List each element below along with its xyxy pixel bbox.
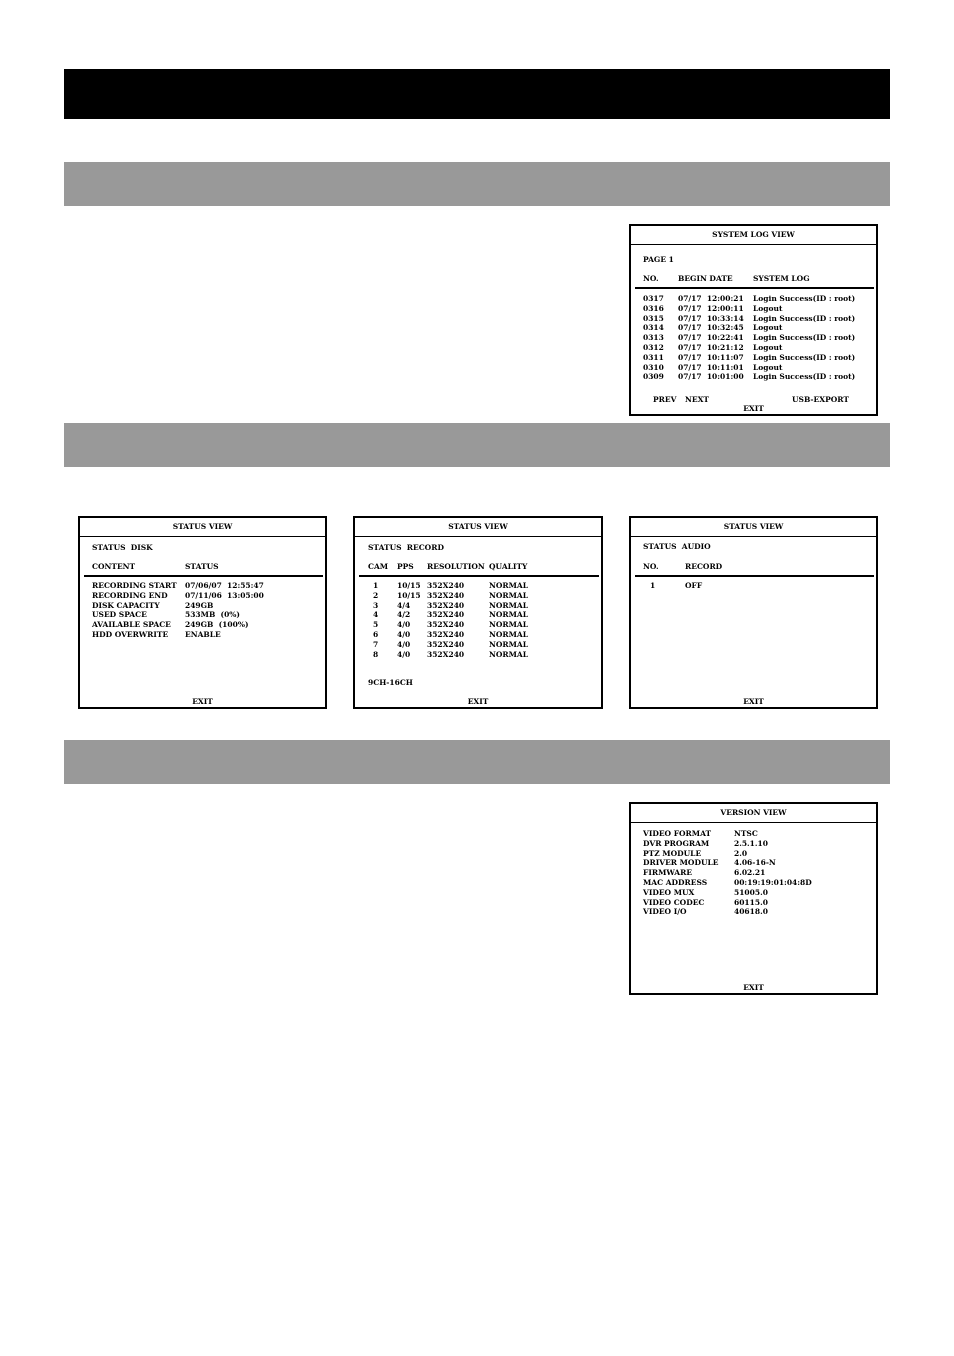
header-divider xyxy=(635,287,874,289)
status-audio-subtitle: STATUS AUDIO xyxy=(643,542,711,551)
exit-button[interactable]: EXIT xyxy=(743,983,764,992)
log-message: Login Success(ID : root) xyxy=(753,352,856,362)
col-header-resolution: RESOLUTION xyxy=(427,562,485,571)
log-message: Login Success(ID : root) xyxy=(753,294,856,303)
version-item-label: DRIVER MODULE xyxy=(643,858,719,868)
version-item-label: MAC ADDRESS xyxy=(643,877,708,887)
record-cam: 5 xyxy=(373,620,379,630)
version-row xyxy=(631,878,876,888)
log-message: Logout xyxy=(753,342,783,352)
status-disk-title: STATUS VIEW xyxy=(80,518,325,537)
record-pps: 4/0 xyxy=(397,629,411,639)
log-begin-date: 07/17 10:21:12 xyxy=(678,342,744,352)
col-header-record: RECORD xyxy=(685,562,723,571)
record-cam: 4 xyxy=(373,610,379,620)
status-audio-title: STATUS VIEW xyxy=(631,518,876,537)
disk-content-label: USED SPACE xyxy=(92,610,147,620)
log-message: Login Success(ID : root) xyxy=(753,372,856,382)
version-rows xyxy=(631,829,876,917)
disk-row xyxy=(80,581,325,591)
record-pps: 4/0 xyxy=(397,639,411,649)
disk-status-value: 533MB (0%) xyxy=(185,610,240,620)
status-record-subtitle: STATUS RECORD xyxy=(368,543,444,552)
version-view-title: VERSION VIEW xyxy=(631,804,876,823)
audio-record: OFF xyxy=(685,581,703,590)
log-no: 0317 xyxy=(643,294,664,303)
log-begin-date: 07/17 10:11:07 xyxy=(678,352,744,362)
log-message: Logout xyxy=(753,303,783,313)
record-resolution: 352X240 xyxy=(427,649,465,659)
system-log-title: SYSTEM LOG VIEW xyxy=(631,226,876,245)
disk-status-value: ENABLE xyxy=(185,629,221,639)
log-message: Login Success(ID : root) xyxy=(753,313,856,323)
record-quality: NORMAL xyxy=(489,629,529,639)
col-header-pps: PPS xyxy=(397,562,414,571)
status-record-title: STATUS VIEW xyxy=(355,518,601,537)
log-begin-date: 07/17 12:00:21 xyxy=(678,294,744,303)
version-item-label: VIDEO I/O xyxy=(643,907,687,917)
col-header-no: NO. xyxy=(643,274,659,283)
disk-content-label: AVAILABLE SPACE xyxy=(92,620,171,630)
log-no: 0312 xyxy=(643,342,664,352)
record-resolution: 352X240 xyxy=(427,620,465,630)
version-row xyxy=(631,839,876,849)
status-disk-panel xyxy=(78,516,327,709)
prev-button[interactable]: PREV xyxy=(653,395,677,404)
version-item-value: 2.5.1.10 xyxy=(734,838,768,848)
usb-export-button[interactable]: USB-EXPORT xyxy=(792,395,849,404)
exit-button[interactable]: EXIT xyxy=(743,697,764,706)
record-pps: 10/15 xyxy=(397,581,421,590)
log-no: 0316 xyxy=(643,303,664,313)
section-bar-status xyxy=(64,423,890,467)
syslog-row xyxy=(631,323,876,333)
log-begin-date: 07/17 10:32:45 xyxy=(678,323,744,333)
version-row xyxy=(631,907,876,917)
version-item-label: PTZ MODULE xyxy=(643,848,702,858)
col-header-cam: CAM xyxy=(368,562,389,571)
col-header-begin-date: BEGIN DATE xyxy=(678,274,733,283)
record-quality: NORMAL xyxy=(489,581,529,590)
version-item-label: VIDEO FORMAT xyxy=(643,829,712,838)
section-bar-system-log xyxy=(64,162,890,206)
syslog-row xyxy=(631,343,876,353)
version-row xyxy=(631,849,876,859)
log-no: 0311 xyxy=(643,352,664,362)
page-header-bar xyxy=(64,69,890,119)
record-cam: 6 xyxy=(373,629,379,639)
version-item-value: 40618.0 xyxy=(734,907,768,917)
exit-button[interactable]: EXIT xyxy=(743,404,764,413)
version-item-value: NTSC xyxy=(734,829,758,838)
disk-content-label: RECORDING START xyxy=(92,581,177,590)
log-no: 0314 xyxy=(643,323,664,333)
record-resolution: 352X240 xyxy=(427,581,465,590)
log-no: 0315 xyxy=(643,313,664,323)
record-resolution: 352X240 xyxy=(427,629,465,639)
version-row xyxy=(631,858,876,868)
version-item-value: 4.06-16-N xyxy=(734,858,776,868)
syslog-row xyxy=(631,333,876,343)
log-rows xyxy=(631,294,876,382)
record-resolution: 352X240 xyxy=(427,590,465,600)
record-quality: NORMAL xyxy=(489,590,529,600)
col-header-content: CONTENT xyxy=(92,562,136,571)
log-message: Logout xyxy=(753,362,783,372)
record-resolution: 352X240 xyxy=(427,600,465,610)
record-pps: 4/0 xyxy=(397,620,411,630)
syslog-row xyxy=(631,363,876,373)
next-button[interactable]: NEXT xyxy=(685,395,709,404)
log-begin-date: 07/17 10:11:01 xyxy=(678,362,744,372)
system-log-panel xyxy=(629,224,878,416)
disk-row xyxy=(80,610,325,620)
syslog-row xyxy=(631,372,876,382)
record-row xyxy=(355,610,601,620)
version-row xyxy=(631,888,876,898)
record-row xyxy=(355,581,601,591)
log-begin-date: 07/17 10:33:14 xyxy=(678,313,744,323)
page-label: PAGE 1 xyxy=(643,255,674,264)
log-message: Logout xyxy=(753,323,783,333)
disk-rows xyxy=(80,581,325,640)
record-quality: NORMAL xyxy=(489,620,529,630)
disk-row xyxy=(80,591,325,601)
record-cam: 1 xyxy=(373,581,379,590)
version-item-value: 51005.0 xyxy=(734,887,768,897)
header-divider xyxy=(359,575,599,577)
version-item-value: 00:19:19:01:04:8D xyxy=(734,877,812,887)
col-header-quality: QUALITY xyxy=(489,562,528,571)
log-message: Login Success(ID : root) xyxy=(753,333,856,343)
syslog-row xyxy=(631,314,876,324)
version-row xyxy=(631,898,876,908)
record-resolution: 352X240 xyxy=(427,639,465,649)
record-pps: 4/4 xyxy=(397,600,411,610)
status-disk-subtitle: STATUS DISK xyxy=(92,543,153,552)
version-item-label: FIRMWARE xyxy=(643,868,693,878)
audio-no: 1 xyxy=(650,581,656,590)
record-row xyxy=(355,601,601,611)
version-row xyxy=(631,868,876,878)
record-row xyxy=(355,591,601,601)
version-item-label: DVR PROGRAM xyxy=(643,838,710,848)
disk-content-label: DISK CAPACITY xyxy=(92,600,160,610)
audio-rows xyxy=(631,581,876,591)
disk-row xyxy=(80,601,325,611)
record-cam: 8 xyxy=(373,649,379,659)
log-begin-date: 07/17 10:01:00 xyxy=(678,372,744,382)
record-cam: 3 xyxy=(373,600,379,610)
disk-row xyxy=(80,620,325,630)
log-no: 0313 xyxy=(643,333,664,343)
record-cam: 2 xyxy=(373,590,379,600)
record-quality: NORMAL xyxy=(489,649,529,659)
version-item-label: VIDEO MUX xyxy=(643,887,695,897)
version-row xyxy=(631,829,876,839)
record-resolution: 352X240 xyxy=(427,610,465,620)
record-quality: NORMAL xyxy=(489,610,529,620)
record-row xyxy=(355,640,601,650)
disk-content-label: RECORDING END xyxy=(92,590,168,600)
syslog-row xyxy=(631,304,876,314)
version-item-value: 60115.0 xyxy=(734,897,768,907)
col-header-status: STATUS xyxy=(185,562,219,571)
syslog-row xyxy=(631,353,876,363)
log-no: 0310 xyxy=(643,362,664,372)
channel-page-link[interactable]: 9CH-16CH xyxy=(368,678,413,687)
record-quality: NORMAL xyxy=(489,600,529,610)
log-no: 0309 xyxy=(643,372,664,382)
col-header-no: NO. xyxy=(643,562,659,571)
version-item-value: 2.0 xyxy=(734,848,748,858)
log-begin-date: 07/17 10:22:41 xyxy=(678,333,744,343)
record-pps: 4/2 xyxy=(397,610,411,620)
disk-status-value: 249GB xyxy=(185,600,214,610)
audio-row xyxy=(631,581,876,591)
exit-button[interactable]: EXIT xyxy=(192,697,213,706)
record-quality: NORMAL xyxy=(489,639,529,649)
version-item-label: VIDEO CODEC xyxy=(643,897,705,907)
version-item-value: 6.02.21 xyxy=(734,868,766,878)
exit-button[interactable]: EXIT xyxy=(467,697,489,706)
status-record-panel xyxy=(353,516,603,709)
disk-row xyxy=(80,630,325,640)
disk-status-value: 07/11/06 13:05:00 xyxy=(185,590,264,600)
record-row xyxy=(355,620,601,630)
disk-content-label: HDD OVERWRITE xyxy=(92,629,169,639)
log-begin-date: 07/17 12:00:11 xyxy=(678,303,744,313)
disk-status-value: 07/06/07 12:55:47 xyxy=(185,581,264,590)
version-view-panel xyxy=(629,802,878,995)
record-row xyxy=(355,630,601,640)
status-audio-panel xyxy=(629,516,878,709)
disk-status-value: 249GB (100%) xyxy=(185,620,249,630)
syslog-row xyxy=(631,294,876,304)
header-divider xyxy=(84,575,323,577)
record-row xyxy=(355,650,601,660)
record-cam: 7 xyxy=(373,639,379,649)
record-pps: 10/15 xyxy=(397,590,421,600)
col-header-system-log: SYSTEM LOG xyxy=(753,274,810,283)
record-rows xyxy=(355,581,601,659)
header-divider xyxy=(635,575,874,577)
record-pps: 4/0 xyxy=(397,649,411,659)
section-bar-version xyxy=(64,740,890,784)
